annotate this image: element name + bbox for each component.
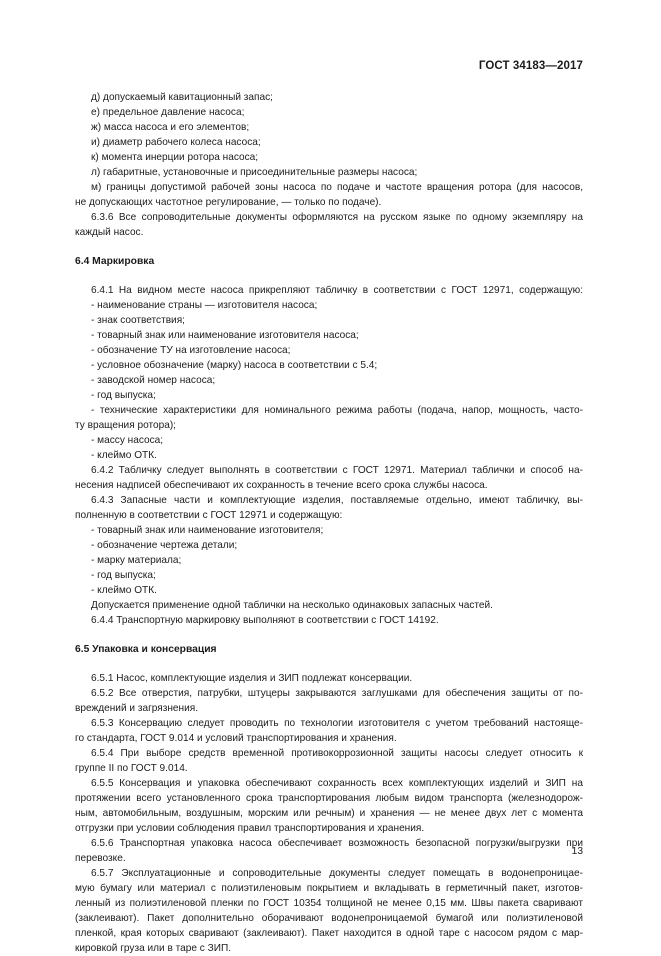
text-line: - клеймо ОТК.: [91, 585, 157, 596]
text-line: - массу насоса;: [91, 435, 164, 446]
text-line: - год выпуска;: [91, 570, 156, 581]
text-line: - год выпуска;: [91, 390, 156, 401]
text-line: отгрузки при условии соблюдения правил транспортирования и хранения.: [75, 823, 425, 834]
text-line: 6.5.6 Транспортная упаковка насоса обеспечивает возможность безопасной погрузки/выгрузки при: [91, 838, 583, 849]
text-line: 6.5.1 Насос, комплектующие изделия и ЗИП подлежат консервации.: [91, 673, 413, 684]
text-line: л) габаритные, установочные и присоединительные размеры насоса;: [91, 167, 418, 178]
text-line: д) допускаемый кавитационный запас;: [91, 92, 273, 103]
text-line: (заклеивают). Пакет дополнительно оборачивают водонепроницаемой бумагой или полиэтиленовой: [75, 913, 583, 924]
section-heading: 6.4 Маркировка: [75, 256, 155, 267]
text-line: - марку материала;: [91, 555, 182, 566]
text-line: ж) масса насоса и его элементов;: [91, 122, 250, 133]
text-line: 6.5.5 Консервация и упаковка обеспечивают сохранность всех комплектующих изделий и ЗИП на: [91, 778, 583, 789]
text-line: 6.3.6 Все сопроводительные документы оформляются на русском языке по одному экземпляру на: [91, 212, 583, 223]
text-line: - обозначение чертежа детали;: [91, 540, 238, 551]
text-line: каждый насос.: [75, 227, 144, 238]
text-line: 6.5.2 Все отверстия, патрубки, штуцеры закрываются заглушками для обеспечения защиты от по-: [91, 688, 583, 699]
text-line: - заводской номер насоса;: [91, 375, 216, 386]
text-line: 6.4.1 На видном месте насоса прикрепляют табличку в соответствии с ГОСТ 12971, содержащую:: [91, 285, 583, 296]
text-line: го стандарта, ГОСТ 9.014 и условий транспортирования и хранения.: [75, 733, 397, 744]
text-line: - наименование страны — изготовителя насоса;: [91, 300, 318, 311]
text-line: - технические характеристики для номинального режима работы (подача, напор, мощность, часто-: [91, 405, 583, 416]
text-line: - обозначение ТУ на изготовление насоса;: [91, 345, 291, 356]
text-line: 6.5.3 Консервацию следует проводить по технологии изготовителя с учетом требований настояще-: [91, 718, 583, 729]
text-line: - товарный знак или наименование изготовителя насоса;: [91, 330, 359, 341]
text-line: - условное обозначение (марку) насоса в соответствии с 5.4;: [91, 360, 378, 371]
text-line: 6.4.4 Транспортную маркировку выполняют в соответствии с ГОСТ 14192.: [91, 615, 439, 626]
text-line: е) предельное давление насоса;: [91, 107, 245, 118]
page-number: 13: [571, 846, 583, 857]
text-line: ту вращения ротора);: [75, 420, 176, 431]
text-line: полненную в соответствии с ГОСТ 12971 и содержащую:: [75, 510, 343, 521]
paragraph-gap: [75, 269, 583, 283]
text-line: мую бумагу или материал с полиэтиленовым покрытием и вкладывать в герметичный пакет, изготов-: [75, 883, 583, 894]
text-line: 6.4.2 Табличку следует выполнять в соответствии с ГОСТ 12971. Материал таблички и способ на-: [91, 465, 583, 476]
text-line: пленкой, края которых сваривают (заклеивают). Пакет находится в одной таре с насосом рядом с мар-: [75, 928, 583, 939]
text-line: не допускающих частотное регулирование, — только по подаче).: [75, 197, 382, 208]
text-line: ленный из полиэтиленовой пленки по ГОСТ 10354 толщиной не менее 0,15 мм. Швы пакета сваривают: [75, 898, 583, 909]
paragraph-gap: [75, 628, 583, 642]
text-line: ным, автомобильным, воздушным, морским или речным) и хранения — не менее двух лет с момента: [75, 808, 583, 819]
document-body: [75, 90, 583, 956]
text-line: - знак соответствия;: [91, 315, 185, 326]
text-line: 6.5.4 При выборе средств временной противокоррозионной защиты насосы следует относить к: [91, 748, 583, 759]
text-line: группе II по ГОСТ 9.014.: [75, 763, 188, 774]
text-line: - клеймо ОТК.: [91, 450, 157, 461]
standard-designation: ГОСТ 34183—2017: [478, 60, 583, 72]
paragraph-gap: [75, 657, 583, 671]
text-line: 6.5.7 Эксплуатационные и сопроводительные документы следует помещать в водонепроницае-: [91, 868, 583, 879]
text-line: вреждений и загрязнения.: [75, 703, 199, 714]
text-line: 6.4.3 Запасные части и комплектующие изделия, поставляемые отдельно, имеют табличку, вы-: [91, 495, 583, 506]
text-line: м) границы допустимой рабочей зоны насоса по подаче и частоте вращения ротора (для насосов,: [91, 182, 583, 193]
text-line: к) момента инерции ротора насоса;: [91, 152, 259, 163]
section-heading: 6.5 Упаковка и консервация: [75, 644, 217, 655]
text-line: Допускается применение одной таблички на несколько одинаковых запасных частей.: [91, 600, 493, 611]
paragraph-gap: [75, 240, 583, 254]
text-line: и) диаметр рабочего колеса насоса;: [91, 137, 261, 148]
text-line: кировкой груза или в таре с ЗИП.: [75, 943, 232, 954]
text-line: перевозке.: [75, 853, 126, 864]
text-line: протяжении всего установленного срока транспортирования любым видом транспорта (железнодорож-: [75, 793, 583, 804]
text-line: - товарный знак или наименование изготовителя;: [91, 525, 324, 536]
text-line: несения надписей обеспечивают их сохранность в течение всего срока службы насоса.: [75, 480, 488, 491]
